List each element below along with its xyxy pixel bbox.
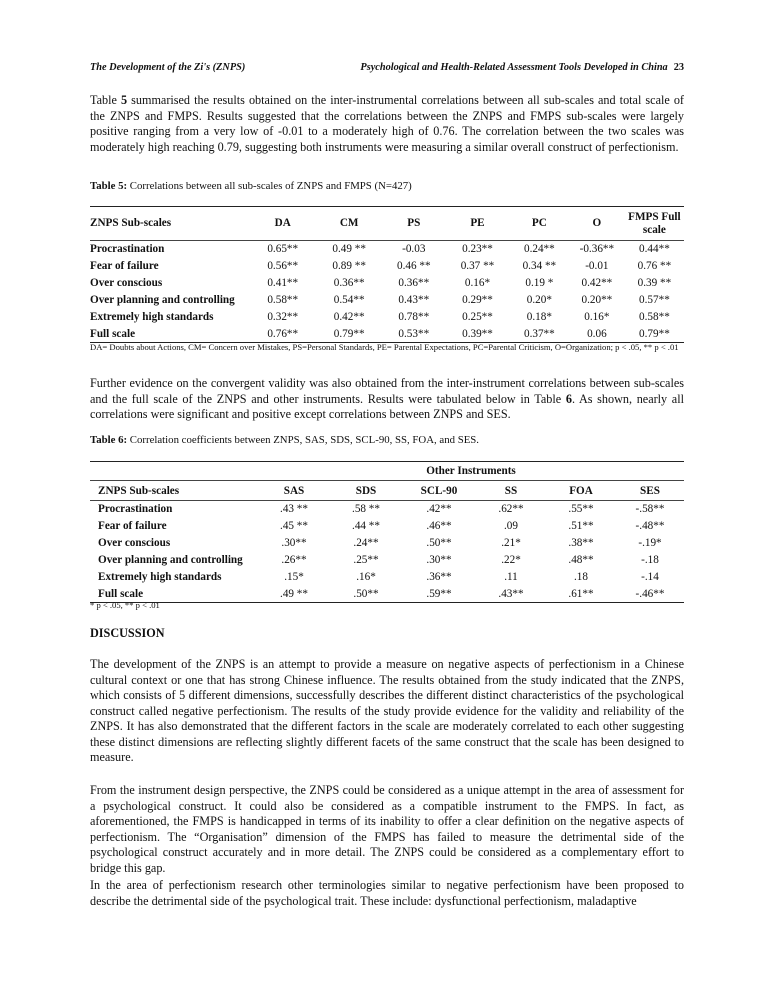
table5-row-label: Procrastination xyxy=(90,243,165,256)
table6-row-label: Extremely high standards xyxy=(98,571,222,583)
table6-cell: .18 xyxy=(574,571,588,583)
table6-cell: -.18 xyxy=(641,554,659,567)
table6-group-header: Other Instruments xyxy=(258,462,684,481)
table5-header-row xyxy=(90,207,684,241)
table6-cell: .51** xyxy=(568,520,594,533)
table6-cell: .44 ** xyxy=(352,520,380,533)
table6-row xyxy=(90,552,684,569)
table6-header-cell: SAS xyxy=(258,481,330,501)
table5-cell: 0.23** xyxy=(462,243,493,256)
table5-cell: 0.78** xyxy=(398,311,430,323)
running-head-right xyxy=(360,62,684,73)
table5-caption xyxy=(90,180,412,192)
table5-cell: 0.76 ** xyxy=(637,260,672,273)
table5-header-cell: CM xyxy=(316,207,382,241)
table5-cell: 0.16* xyxy=(584,311,610,323)
table6-row-label: Full scale xyxy=(98,587,144,600)
table5-cell: -0.36** xyxy=(579,243,615,256)
table6-cell: .59** xyxy=(426,587,452,600)
table5-row-label: Full scale xyxy=(90,327,136,340)
table-reference-6: 6 xyxy=(565,391,572,406)
table5-header-cell: FMPS Full scale xyxy=(625,207,684,241)
table6-row-label: Over planning and controlling xyxy=(98,554,243,567)
table5-cell: 0.20** xyxy=(581,294,613,307)
table6-caption-text: Correlation coefficients between ZNPS, SAS, SDS, SCL-90, SS, FOA, and SES. xyxy=(127,434,480,446)
table5-cell: 0.41** xyxy=(267,277,299,290)
table6-row xyxy=(90,535,684,552)
table6-header-cell: SES xyxy=(616,481,684,501)
table6-cell: .24** xyxy=(353,537,379,550)
table6-group-row xyxy=(90,462,684,481)
table5-cell: 0.42** xyxy=(581,277,613,290)
para2-text-post: . As shown, nearly all correlations were significant and positive except correlations between ZNPS and SES. xyxy=(90,391,684,421)
table6-row xyxy=(90,569,684,586)
table6-cell: .15* xyxy=(284,571,304,583)
table6-header-cell: SCL-90 xyxy=(402,481,476,501)
table6-header-cell: SS xyxy=(476,481,546,501)
table5-cell: 0.89 ** xyxy=(332,260,366,273)
table5-cell: 0.57** xyxy=(639,294,670,307)
table5-cell: 0.16* xyxy=(464,277,491,290)
table6-row xyxy=(90,518,684,535)
table6-cell: .25** xyxy=(353,554,379,567)
table6-cell: .09 xyxy=(504,520,518,533)
table5-body xyxy=(90,241,684,343)
table6-cell: .50** xyxy=(426,537,452,550)
table6-header-cell: SDS xyxy=(330,481,402,501)
table5-cell: 0.54** xyxy=(333,294,365,307)
table5-cell: 0.53** xyxy=(398,327,430,340)
table6-note: * p < .05, ** p < .01 xyxy=(90,600,160,610)
table6-cell: .58 ** xyxy=(352,503,380,516)
table5-cell: 0.19 * xyxy=(525,277,554,290)
table5-cell: 0.36** xyxy=(333,277,365,290)
table5-cell: 0.46 ** xyxy=(396,260,431,273)
paragraph-discussion-1: The development of the ZNPS is an attempt to provide a measure on negative aspects of perfectionism in a Chinese cultural context or one that has strong Chinese influence. The results obtained from the study indicated that the ZNPS, which consists of 5 different dimensions, successfully describes the different distinct characteristics of the psychological construct called negative perfectionism. The results of the study provide evidence for the validity and reliability of the ZNPS. It has also demonstrated that the different factors in the scale are moderately correlated to each other suggesting these distinct dimensions are reflecting slightly different facets of the same construct that the scale has been designed to measure. xyxy=(90,657,684,764)
table6-cell: .38** xyxy=(568,537,594,550)
table6-cell: -.14 xyxy=(641,571,659,583)
table5-cell: 0.39** xyxy=(462,327,493,340)
table5-header-cell: PS xyxy=(382,207,445,241)
table5-row xyxy=(90,241,684,258)
table6-cell: .43 ** xyxy=(280,503,308,516)
table5-row-label: Over planning and controlling xyxy=(90,294,235,307)
table6-cell: .45 ** xyxy=(280,520,308,533)
table5-cell: 0.36** xyxy=(398,277,430,290)
table5-cell: 0.43** xyxy=(398,294,430,307)
table6-row-label: Procrastination xyxy=(98,503,173,516)
table6-cell: .46** xyxy=(426,520,452,533)
table6-cell: .61** xyxy=(568,587,594,600)
table5-cell: -0.01 xyxy=(585,260,609,273)
table5-cell: 0.37 ** xyxy=(460,260,495,273)
table6-cell: .48** xyxy=(568,554,594,567)
paragraph-discussion-3: In the area of perfectionism research other terminologies similar to negative perfectionism have been proposed to describe the detrimental side of the psychological trait. These include: dysfunctional perfectionism, maladaptive xyxy=(90,878,684,908)
table5-cell: 0.32** xyxy=(267,311,299,323)
table6-body xyxy=(90,501,684,603)
table5-header-cell: O xyxy=(569,207,625,241)
table5-cell: 0.42** xyxy=(333,311,365,323)
table6-header-cell: FOA xyxy=(546,481,616,501)
running-head xyxy=(90,62,684,76)
running-head-left: The Development of the Zi's (ZNPS) xyxy=(90,62,246,73)
para1-text-pre: Table xyxy=(90,93,121,107)
table6-caption xyxy=(90,434,479,446)
table6-cell: .22* xyxy=(501,554,521,567)
table5-note: DA= Doubts about Actions, CM= Concern over Mistakes, PS=Personal Standards, PE= Parental Expectations, PC=Parental Criticism, O=Organization; p < .05, ** p < .01 xyxy=(90,342,679,352)
table6-cell: -.19* xyxy=(638,537,662,550)
table6-cell: .16* xyxy=(356,571,376,583)
table6-header-cell: ZNPS Sub-scales xyxy=(90,481,258,501)
table5-cell: 0.39 ** xyxy=(637,277,672,290)
para2-text-pre: Further evidence on the convergent validity was also obtained from the inter-instrument correlations between sub-scales and the full scale of the ZNPS and other instruments. Results were tabulated below in Table xyxy=(90,376,684,406)
table6-row xyxy=(90,501,684,518)
table5-cell: 0.18* xyxy=(526,311,552,323)
table5-cell: 0.06 xyxy=(587,327,607,340)
table6-cell: .30** xyxy=(426,554,452,567)
table6-label: Table 6: xyxy=(90,434,128,446)
table6-cell: .50** xyxy=(353,587,379,600)
table5-cell: 0.56** xyxy=(267,260,299,273)
table-5 xyxy=(90,206,684,343)
table5-cell: 0.44** xyxy=(639,243,670,256)
table5-row-label: Extremely high standards xyxy=(90,311,214,323)
table5-cell: 0.24** xyxy=(523,243,555,256)
table6-row-label: Fear of failure xyxy=(98,520,167,533)
table5-label: Table 5: xyxy=(90,180,128,192)
table5-header-cell: PC xyxy=(510,207,569,241)
table6-cell: .36** xyxy=(426,571,452,583)
table5-row xyxy=(90,275,684,292)
running-head-journal: Psychological and Health-Related Assessment Tools Developed in China xyxy=(360,62,668,73)
table5-cell: 0.79** xyxy=(639,327,670,340)
table6-cell: .42** xyxy=(426,503,452,516)
table5-caption-text: Correlations between all sub-scales of ZNPS and FMPS (N=427) xyxy=(127,180,412,192)
table6-cell: -.48** xyxy=(635,520,665,533)
table5-row xyxy=(90,309,684,326)
table5-cell: 0.65** xyxy=(267,243,299,256)
table6-cell: .43** xyxy=(498,587,524,600)
paragraph-convergent-validity xyxy=(90,376,684,423)
table6-cell: .21* xyxy=(501,537,521,550)
table5-cell: 0.58** xyxy=(639,311,670,323)
table6-cell: .11 xyxy=(504,571,518,583)
table5-header-cell: PE xyxy=(445,207,510,241)
table5-cell: 0.20* xyxy=(526,294,552,307)
table6-cell: -.46** xyxy=(635,587,665,600)
table-6 xyxy=(90,461,684,603)
table6-cell: .55** xyxy=(568,503,594,516)
table5-row xyxy=(90,325,684,342)
table5-cell: 0.37** xyxy=(523,327,555,340)
table5-cell: 0.49 ** xyxy=(332,243,366,256)
table6-row-label: Over conscious xyxy=(98,537,171,550)
table6-cell: .49 ** xyxy=(280,587,308,600)
paragraph-table5-summary xyxy=(90,93,684,155)
table6-cell: .30** xyxy=(281,537,307,550)
table5-header-cell: DA xyxy=(250,207,316,241)
table-reference-5: 5 xyxy=(120,93,128,107)
section-heading-discussion: DISCUSSION xyxy=(90,626,165,640)
table5-cell: 0.76** xyxy=(267,327,299,340)
table6-cell: .26** xyxy=(281,554,307,567)
table5-row xyxy=(90,258,684,275)
para1-text-post: summarised the results obtained on the inter-instrumental correlations between all sub-scales and total scale of the ZNPS and FMPS. Results suggested that the correlations between the ZNPS and FMPS sub-scales were largely positive ranging from a very low of -0.01 to a moderately high of 0.76. The correlation between the two scales was moderately high reaching 0.79, suggesting both instruments were measuring a similar overall construct of perfectionism. xyxy=(90,93,684,154)
table5-cell: 0.29** xyxy=(462,294,493,307)
table5-row-label: Fear of failure xyxy=(90,260,159,273)
table5-cell: 0.25** xyxy=(462,311,493,323)
table6-cell: -.58** xyxy=(635,503,665,516)
table5-header-cell: ZNPS Sub-scales xyxy=(90,207,250,241)
table6-cell: .62** xyxy=(498,503,524,516)
paragraph-discussion-2: From the instrument design perspective, the ZNPS could be considered as a unique attempt in the area of assessment for a psychological construct. It could also be considered as a compatible instrument to the FMPS. In fact, as aforementioned, the FMPS is handicapped in terms of its inability to offer a clear definition on the negative aspects of perfectionism. The “Organisation” dimension of the FMPS has failed to measure the detrimental side of the psychological construct accurately and in more detail. The ZNPS could be considered as a complementary effort to bridge this gap. xyxy=(90,783,684,875)
table5-cell: 0.79** xyxy=(333,327,365,340)
page-number: 23 xyxy=(673,62,684,73)
table6-group-spacer xyxy=(90,462,258,481)
table5-cell: 0.58** xyxy=(267,294,299,307)
table6-header-row xyxy=(90,481,684,501)
table5-cell: -0.03 xyxy=(402,243,426,256)
table5-row-label: Over conscious xyxy=(90,277,163,290)
table5-row xyxy=(90,292,684,309)
table5-cell: 0.34 ** xyxy=(522,260,557,273)
